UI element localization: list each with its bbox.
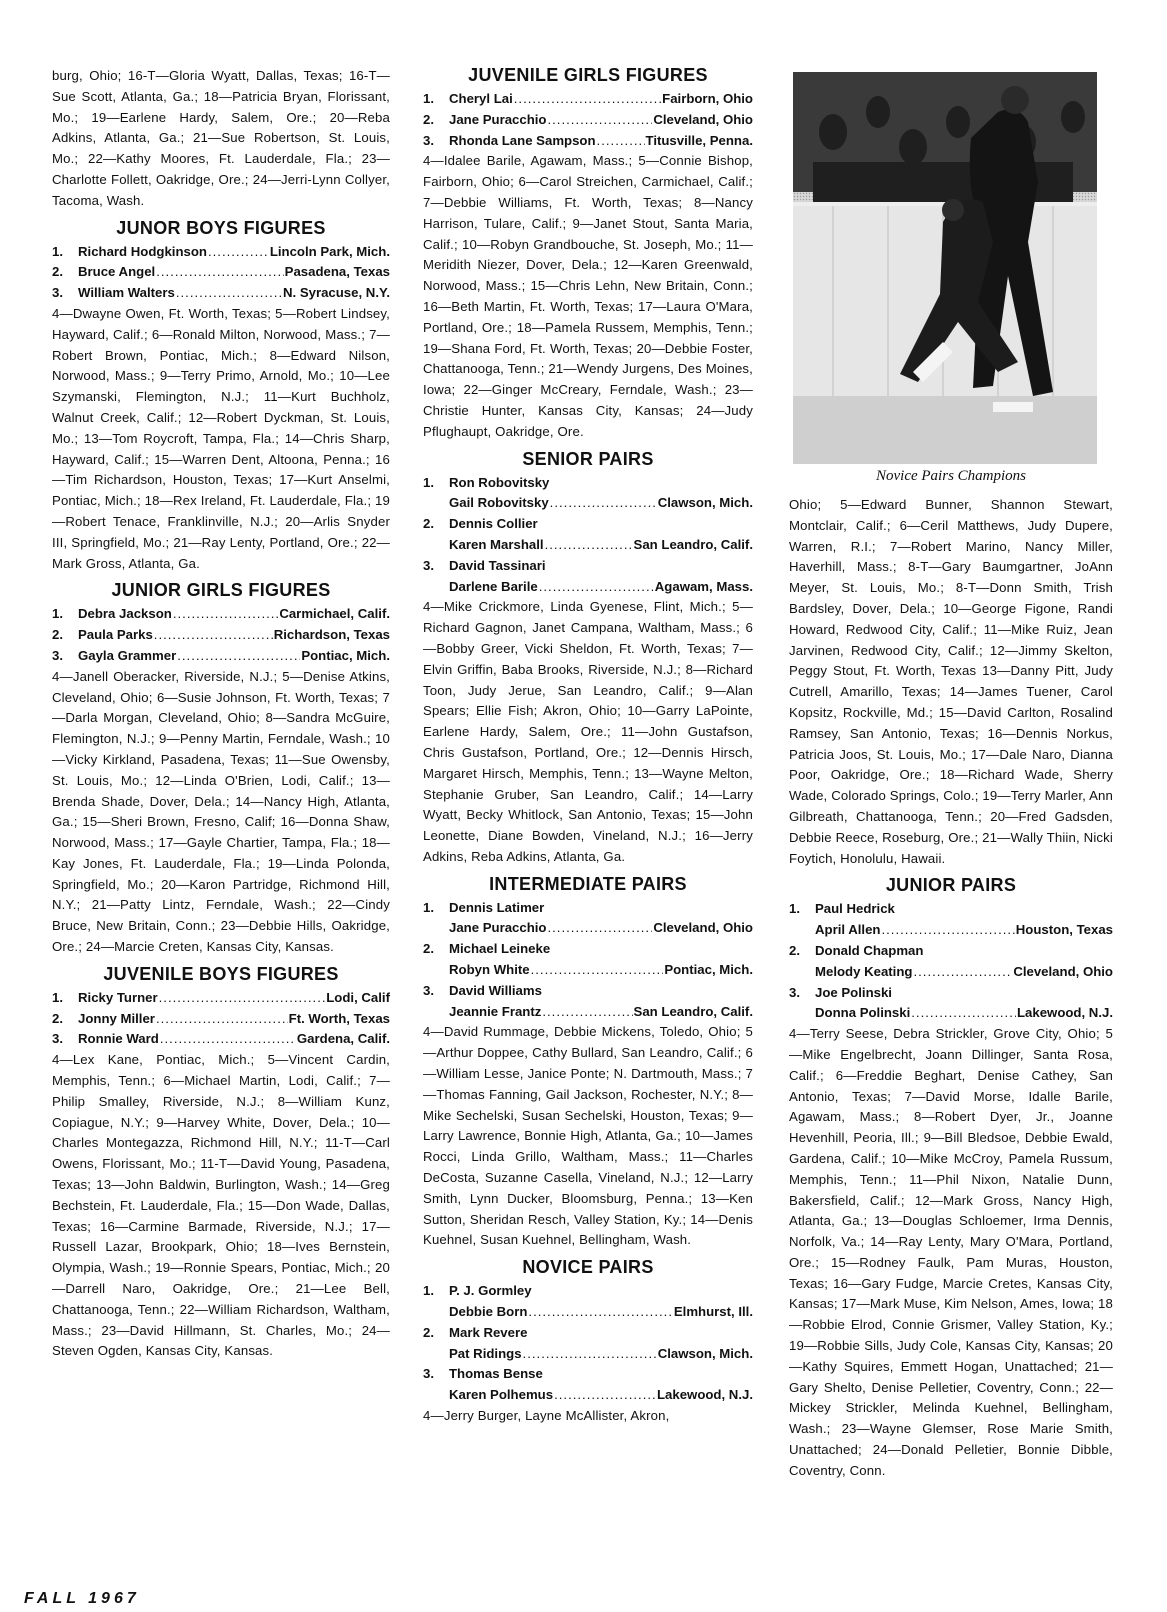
placement-row: 3. Ronnie Ward ..... Gardena, Calif. <box>52 1029 390 1050</box>
placement-row: 3. Gayla Grammer ..... Pontiac, Mich. <box>52 646 390 667</box>
section-intermediate-pairs <box>423 873 753 1252</box>
placement-row: 3. Joe Polinski <box>789 984 892 1000</box>
placement-row-partner: Darlene Barile ..... Agawam, Mass. <box>423 577 753 598</box>
placement-row: 2. Jonny Miller ..... Ft. Worth, Texas <box>52 1009 390 1030</box>
section-heading: JUVENILE GIRLS FIGURES <box>468 65 708 85</box>
placement-row: 3. David Williams <box>423 982 542 998</box>
column-2 <box>423 64 753 1427</box>
section-juvenile-girls-figures <box>423 64 753 443</box>
section-heading: INTERMEDIATE PAIRS <box>489 873 687 894</box>
section-novice-pairs <box>423 1256 753 1427</box>
placement-row: 2. Michael Leineke <box>423 941 551 957</box>
placement-row: 3. Thomas Bense <box>423 1366 543 1382</box>
results-list: 4—Mike Crickmore, Linda Gyenese, Flint, Mich.; 5—Richard Gagnon, Janet Campana, Waltham, Mass.; 6—Bobby Greer, Vicki Sheldon, Ft. Worth, Texas; 7—Elvin Griffin, Baba Brooks, Riverside, N.J.; 8—Richard Toon, Judy Jerue, San Leandro, Calif.; 9—Alan Spears; Ellie Fish; Akron, Ohio; 10—Garry LaPointe, Earlene Hardy, Salem, Ore.; 11—John Gustafson, Chris Gustafson, Portland, Ore.; 12—Dennis Hirsch, Margaret Hirsch, Memphis, Tenn.; 13—Wayne Melton, Stephanie Gruber, San Leandro, Calif.; 14—Larry Wyatt, Becky Whitlock, San Antonio, Texas; 15—John Leonette, Diane Bowden, Vineland, N.J.; 16—Jerry Adkins, Reba Adkins, Atlanta, Ga. <box>423 599 753 864</box>
placement-row: 3. Rhonda Lane Sampson ..... Titusville, Penna. <box>423 131 753 152</box>
column-1 <box>52 66 390 1362</box>
placement-row-partner: Robyn White ..... Pontiac, Mich. <box>423 960 753 981</box>
results-list: 4—Terry Seese, Debra Strickler, Grove City, Ohio; 5—Mike Engelbrecht, Joann Dillinger, Santa Rosa, Calif.; 6—Freddie Beghart, Denise Cathey, San Antonio, Texas; 7—David Morse, Idalle Barile, Agawam, Mass.; 8—Robert Dyer, Jr., Joanne Hevenhill, Peoria, Ill.; 9—Bill Bledsoe, Debbie Ewald, Gardena, Calif.; 10—Mike McCroy, Pamela Russum, Memphis, Tenn.; 11—Phil Nixon, Natalie Dunn, Bakersfield, Calif.; 12—Mark Gross, Nancy High, Atlanta, Ga.; 13—Douglas Schloemer, Irma Dennis, Norfolk, Va.; 14—Ray Lenty, Mary O'Mara, Portland, Ore.; 15—Rodney Faulk, Pam Muras, Houston, Texas; 16—Gary Fudge, Marcie Cretes, Kansas City, Kansas; 17—Mark Muse, Kim Nelson, Ames, Iowa; 18—Robbie Elrod, Connie Grismer, Valley Station, Ky.; 19—Robbie Sills, Judy Cole, Kansas City, Kansas; 20—Kathy Squires, Emmett Hogan, Unattached; 21—Gary Shelto, Denise Pelletier, Coventry, Conn.; 22—Mickey Strickler, Melinda Kuehnel, Bellingham, Wash.; 23—Wayne Glemser, Rose Marie Smith, Unattached; 24—Donald Pelletier, Bonnie Dibble, Coventry, Conn. <box>789 1026 1113 1478</box>
section-heading: SENIOR PAIRS <box>522 448 654 469</box>
placement-row: 2. Jane Puracchio ..... Cleveland, Ohio <box>423 110 753 131</box>
placement-row-partner: Donna Polinski ..... Lakewood, N.J. <box>789 1003 1113 1024</box>
photo-caption: Novice Pairs Champions <box>876 468 1026 484</box>
section-senior-pairs <box>423 448 753 868</box>
section-heading: NOVICE PAIRS <box>522 1257 654 1278</box>
results-list: 4—David Rummage, Debbie Mickens, Toledo, Ohio; 5—Arthur Doppee, Cathy Bullard, San Leandro, Calif.; 6—William Lesse, Janice Ponte; N. Dartmouth, Mass.; 7—Thomas Fanning, Gail Jackson, Rochester, N.Y.; 8—Mike Sechelski, Susan Sechelski, Houston, Texas; 9—Larry Lawrence, Bonnie High, Atlanta, Ga.; 10—James Rocci, Linda Grillo, Waltham, Mass.; 11—Charles DeCosta, Suzanne Casella, Vineland, N.J.; 12—Larry Smith, Lynn Ducker, Bloomsburg, Penna.; 13—Ken Sutton, Sheridan Resch, Valley Station, Ky.; 14—Denis Kuehnel, Susan Kuehnel, Bellingham, Wash. <box>423 1024 753 1248</box>
placement-row-partner: Melody Keating ..... Cleveland, Ohio <box>789 962 1113 983</box>
placement-row-partner: Karen Marshall ..... San Leandro, Calif. <box>423 535 753 556</box>
section-heading: JUNOR BOYS FIGURES <box>116 217 326 238</box>
section-juvenile-boys-figures <box>52 963 390 1362</box>
section-junior-boys-figures <box>52 217 390 575</box>
placement-row: 1. Dennis Latimer <box>423 899 545 915</box>
placement-row: 2. Dennis Collier <box>423 516 538 532</box>
section-heading: JUVENILE BOYS FIGURES <box>103 963 339 984</box>
placement-row-partner: April Allen ..... Houston, Texas <box>789 920 1113 941</box>
placement-row: 3. William Walters ..... N. Syracuse, N.Y. <box>52 283 390 304</box>
placement-row-partner: Pat Ridings ..... Clawson, Mich. <box>423 1344 753 1365</box>
placement-row: 1. Ron Robovitsky <box>423 474 550 490</box>
placement-row: 1. Richard Hodgkinson ..... Lincoln Park, Mich. <box>52 242 390 263</box>
results-list: 4—Lex Kane, Pontiac, Mich.; 5—Vincent Cardin, Memphis, Tenn.; 6—Michael Martin, Lodi, Calif.; 7—Philip Smalley, Riverside, N.J.; 8—William Kunz, Copiague, N.Y.; 9—Harvey White, Dover, Dela.; 10—Charles Montegazza, Richmond Hill, N.Y.; 11-T—Carl Owens, Florissant, Mo.; 11-T—David Young, Pasadena, Texas; 13—John Baldwin, Burlington, Wash.; 14—Greg Bechstein, Ft. Lauderdale, Fla.; 15—Don Wade, Dallas, Texas; 16—Carmine Barmade, Riverside, N.J.; 17—Russell Lazar, Brookpark, Ohio; 18—Ives Bernstein, Olympia, Wash.; 19—Ronnie Spears, Pontiac, Mich.; 20—Darrell Naro, Oakridge, Ore.; 21—Lee Bell, Chattanooga, Tenn.; 22—William Richardson, Waltham, Mass.; 23—David Hillmann, St. Charles, Mo.; 24—Steven Ogden, Kansas City, Kansas. <box>52 1052 390 1359</box>
results-list: 4—Janell Oberacker, Riverside, N.J.; 5—Denise Atkins, Cleveland, Ohio; 6—Susie Johnson, Ft. Worth, Texas; 7—Darla Morgan, Cleveland, Ohio; 8—Sandra McGuire, Flemington, N.J.; 9—Penny Martin, Ferndale, Wash.; 10—Vicky Kirkland, Pasadena, Texas; 11—Sue Owensby, St. Louis, Mo.; 12—Linda O'Brien, Lodi, Calif.; 13— Brenda Shade, Dover, Dela.; 14—Nancy High, Atlanta, Ga.; 15—Sheri Brown, Fresno, Calif; 16—Donna Shaw, Norwood, Mass.; 17—Gayle Chartier, Tampa, Fla.; 18—Kay Jones, Ft. Lauderdale, Fla.; 19—Linda Polonda, Springfield, Mo.; 20—Karon Partridge, Richmond Hill, N.Y.; 21—Patty Lintz, Ferndale, Wash.; 22—Cindy Bruce, New Britain, Conn.; 23—Debbie Hills, Oakridge, Ore.; 24—Marcie Creten, Kansas City, Kansas. <box>52 668 390 955</box>
results-continued: Ohio; 5—Edward Bunner, Shannon Stewart, Montclair, Calif.; 6—Ceril Matthews, Judy Dupere, Warren, R.I.; 7—Robert Marino, Nancy Miller, Haverhill, Mass.; 8-T—Gary Baumgartner, JoAnn Meyer, St. Louis, Mo.; 8-T—Donn Smith, Trish Bardsley, Dover, Dela.; 10—George Figone, Randi Howard, Redwood City, Calif.; 11—Mike Ruiz, Jean Jarvinen, Redwood City, Calif.; 12—Jimmy Skelton, Peggy Stout, Ft. Worth, Texas 13—Danny Pitt, Judy Cutrell, Amarillo, Texas; 14—James Tuener, Carol Kopsitz, Rockville, Md.; 15—David Carlton, Rosalind Ramsey, San Antonio, Texas; 16—Dennis Norkus, Patricia Joos, St. Louis, Mo.; 17—Dale Naro, Dianna Poor, Oakridge, Ore.; 18—Richard Wade, Sherry Wade, Colorado Springs, Colo.; 19—Terry Marler, Ann Gilbreath, Chattanooga, Tenn.; 20—Fred Gadsden, Debbie Reece, Roseburg, Ore.; 21—Wally Thiin, Nicki Foytich, Honolulu, Hawaii. <box>789 497 1113 866</box>
results-list: 4—Dwayne Owen, Ft. Worth, Texas; 5—Robert Lindsey, Hayward, Calif.; 6—Ronald Milton, Norwood, Mass.; 7—Robert Brown, Pontiac, Mich.; 8—Edward Nilson, Norwood, Mass.; 9—Terry Primo, Arnold, Mo.; 10—Lee Szymanski, Flemington, N.J.; 11—Kurt Buchholz, Walnut Creek, Calif.; 12—Robert Dyckman, St. Louis, Mo.; 13—Tom Roycroft, Tampa, Fla.; 14—Chris Sharp, Hayward, Calif.; 15—Warren Dent, Altoona, Penna.; 16—Tim Richardson, Houston, Texas; 17—Kurt Anselmi, Pontiac, Mich.; 18—Rex Ireland, Ft. Lauderdale, Fla.; 19—Robert Tenace, Franklinville, N.J.; 20—Arlis Snyder III, Springfield, Mo.; 21—Ray Lenty, Portland, Ore.; 22—Mark Gross, Atlanta, Ga. <box>52 305 390 571</box>
placement-row-partner: Jane Puracchio ..... Cleveland, Ohio <box>423 918 753 939</box>
results-list: 4—Idalee Barile, Agawam, Mass.; 5—Connie Bishop, Fairborn, Ohio; 6—Carol Streichen, Carmichael, Calif.; 7—Debbie Williams, Ft. Worth, Texas; 8—Nancy Harrison, Tulare, Calif.; 9—Janet Stout, Santa Maria, Calif.; 10—Robyn Grandbouche, St. Joseph, Mo.; 11—Meridith Niezer, Dover, Dela.; 12—Karen Greenwald, Norwood, Mass.; 15—Chris Lehn, New Britain, Conn.; 16—Beth Martin, Ft. Worth, Texas; 17—Laura O'Mara, Portland, Ore.; 18—Pamela Russem, Memphis, Tenn.; 19—Shana Ford, Ft. Worth, Texas; 20—Debbie Foster, Chattanooga, Tenn.; 21—Wendy Jurgens, Des Moines, Iowa; 22—Ginger McCreary, Ferndale, Wash.; 23—Christie Hunter, Kansas City, Kansas; 24—Judy Pflughaupt, Oakridge, Ore. <box>423 153 753 439</box>
photo-image <box>793 72 1097 464</box>
results-continued: burg, Ohio; 16-T—Gloria Wyatt, Dallas, Texas; 16-T—Sue Scott, Atlanta, Ga.; 18—Patricia Bryan, Florissant, Mo.; 19—Earlene Hardy, Salem, Ore.; 20—Reba Adkins, Atlanta, Ga.; 21—Sue Robertson, St. Louis, Mo.; 22—Kathy Moores, Ft. Lauderdale, Fla.; 23—Charlotte Follett, Oakridge, Ore.; 24—Jerri-Lynn Collyer, Tacoma, Wash. <box>52 68 390 208</box>
placement-row: 1. P. J. Gormley <box>423 1283 532 1299</box>
pairs-skating-photo <box>793 72 1097 464</box>
section-heading: JUNIOR PAIRS <box>885 875 1017 896</box>
placement-row: 3. David Tassinari <box>423 557 546 573</box>
placement-row: 1. Debra Jackson ..... Carmichael, Calif. <box>52 604 390 625</box>
placement-row: 2. Bruce Angel ..... Pasadena, Texas <box>52 262 390 283</box>
section-heading: JUNIOR GIRLS FIGURES <box>111 580 331 601</box>
placement-row: 2. Paula Parks ..... Richardson, Texas <box>52 625 390 646</box>
placement-row-partner: Gail Robovitsky ..... Clawson, Mich. <box>423 493 753 514</box>
column-3 <box>789 72 1113 1482</box>
placement-row-partner: Karen Polhemus ..... Lakewood, N.J. <box>423 1385 753 1406</box>
page-footer: FALL 1967 <box>24 1590 140 1607</box>
placement-row-partner: Jeannie Frantz ..... San Leandro, Calif. <box>423 1002 753 1023</box>
placement-row: 2. Mark Revere <box>423 1324 528 1340</box>
placement-row: 1. Paul Hedrick <box>789 901 895 917</box>
section-junior-girls-figures <box>52 579 390 958</box>
section-junior-pairs <box>789 874 1113 1481</box>
placement-row: 1. Ricky Turner ..... Lodi, Calif <box>52 988 390 1009</box>
placement-row: 1. Cheryl Lai ..... Fairborn, Ohio <box>423 89 753 110</box>
placement-row-partner: Debbie Born ..... Elmhurst, Ill. <box>423 1302 753 1323</box>
results-list: 4—Jerry Burger, Layne McAllister, Akron, <box>423 1408 670 1424</box>
placement-row: 2. Donald Chapman <box>789 942 924 958</box>
